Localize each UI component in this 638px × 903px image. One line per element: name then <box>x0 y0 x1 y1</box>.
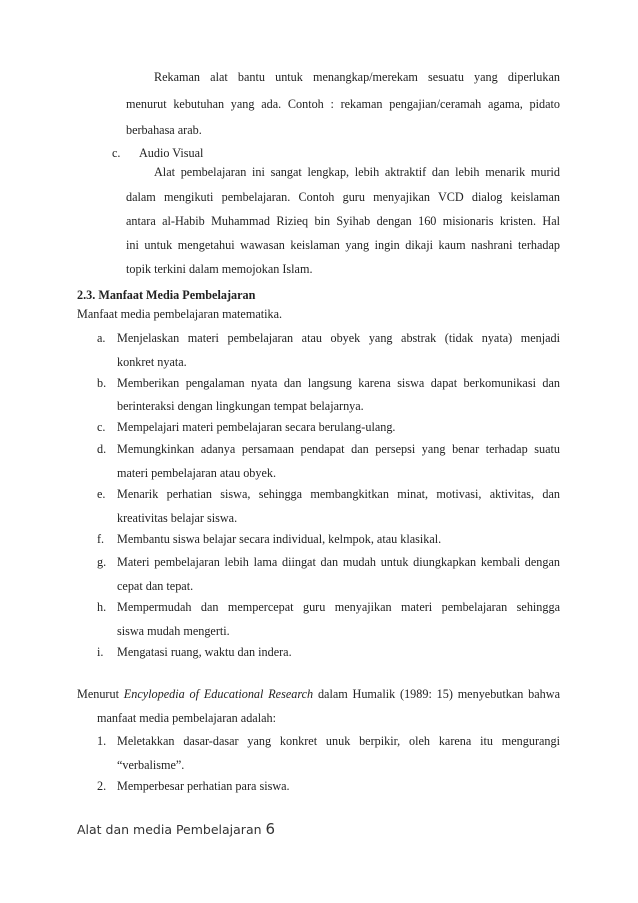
list-item-marker: i. <box>97 645 104 659</box>
intro-p2-line-4: ini untuk mengetahui wawasan keislaman yang ingin dikaji kaum nashrani terhadap <box>126 238 560 252</box>
closing-pre: Menurut <box>77 687 124 701</box>
list-item-b-line-2: berinteraksi dengan lingkungan tempat belajarnya. <box>117 399 364 413</box>
list-item-h-line-1: Mempermudah dan mempercepat guru menyajikan materi pembelajaran sehingga <box>117 600 560 614</box>
numbered-item-2-line-1: Memperbesar perhatian para siswa. <box>117 779 290 793</box>
page-footer <box>77 820 275 838</box>
list-item-g-line-2: cepat dan tepat. <box>117 579 194 593</box>
closing-paragraph-line-2: manfaat media pembelajaran adalah: <box>97 711 276 725</box>
list-item-h-line-2: siswa mudah mengerti. <box>117 624 230 638</box>
list-item-d-line-2: materi pembelajaran atau obyek. <box>117 466 277 480</box>
encyclopedia-title: Encylopedia of Educational Research <box>123 687 314 701</box>
list-item-marker: b. <box>97 376 107 390</box>
page-number: 6 <box>265 820 276 838</box>
intro-p1-line-2: menurut kebutuhan yang ada. Contoh : rekaman pengajian/ceramah agama, pidato <box>126 97 560 111</box>
list-item-marker: e. <box>97 487 106 501</box>
intro-p1-line-3: berbahasa arab. <box>126 123 202 137</box>
intro-p2-line-2: dalam mengikuti pembelajaran. Contoh guru menyajikan VCD dialog keislaman <box>126 190 560 204</box>
list-item-e-line-1: Menarik perhatian siswa, sehingga membangkitkan minat, motivasi, aktivitas, dan <box>117 487 560 501</box>
numbered-item-marker: 1. <box>97 734 107 748</box>
list-item-marker: a. <box>97 331 106 345</box>
list-item-marker: f. <box>97 532 105 546</box>
numbered-item-1-line-1: Meletakkan dasar-dasar yang konkret unuk berpikir, oleh karena itu mengurangi <box>117 734 560 748</box>
numbered-item-1-line-2: “verbalisme”. <box>117 758 185 772</box>
list-item-marker: d. <box>97 442 107 456</box>
list-item-a-line-1: Menjelaskan materi pembelajaran atau obyek yang abstrak (tidak nyata) menjadi <box>117 331 560 345</box>
list-item-d-line-1: Memungkinkan adanya persamaan pendapat dan persepsi yang benar terhadap suatu <box>117 442 560 456</box>
intro-p1-line-1: Rekaman alat bantu untuk menangkap/merekam sesuatu yang diperlukan <box>154 70 560 84</box>
list-item-c-line-1: Mempelajari materi pembelajaran secara berulang-ulang. <box>117 420 396 434</box>
numbered-item-marker: 2. <box>97 779 107 793</box>
list-item-i-line-1: Mengatasi ruang, waktu dan indera. <box>117 645 292 659</box>
footer-label: Alat dan media Pembelajaran <box>77 822 262 837</box>
list-item-marker: h. <box>97 600 107 614</box>
list-item-g-line-1: Materi pembelajaran lebih lama diingat dan mudah untuk diungkapkan kembali dengan <box>117 555 560 569</box>
closing-post: dalam Humalik (1989: 15) menyebutkan bahwa <box>313 687 560 701</box>
list-item-e-line-2: kreativitas belajar siswa. <box>117 511 238 525</box>
item-c-marker: c. <box>112 146 121 160</box>
list-item-a-line-2: konkret nyata. <box>117 355 187 369</box>
section-heading: 2.3. Manfaat Media Pembelajaran <box>77 288 256 302</box>
item-c-title: Audio Visual <box>139 146 204 160</box>
list-item-marker: g. <box>97 555 107 569</box>
intro-p2-line-1: Alat pembelajaran ini sangat lengkap, lebih aktraktif dan lebih menarik murid <box>154 165 560 179</box>
list-item-f-line-1: Membantu siswa belajar secara individual, kelmpok, atau klasikal. <box>117 532 442 546</box>
intro-p2-line-3: antara al-Habib Muhammad Rizieq bin Syihab dengan 160 misionaris kristen. Hal <box>126 214 560 228</box>
intro-p2-line-5: topik terkini dalam memojokan Islam. <box>126 262 313 276</box>
list-item-b-line-1: Memberikan pengalaman nyata dan langsung karena siswa dapat berkomunikasi dan <box>117 376 560 390</box>
section-lead: Manfaat media pembelajaran matematika. <box>77 307 283 321</box>
list-item-marker: c. <box>97 420 106 434</box>
